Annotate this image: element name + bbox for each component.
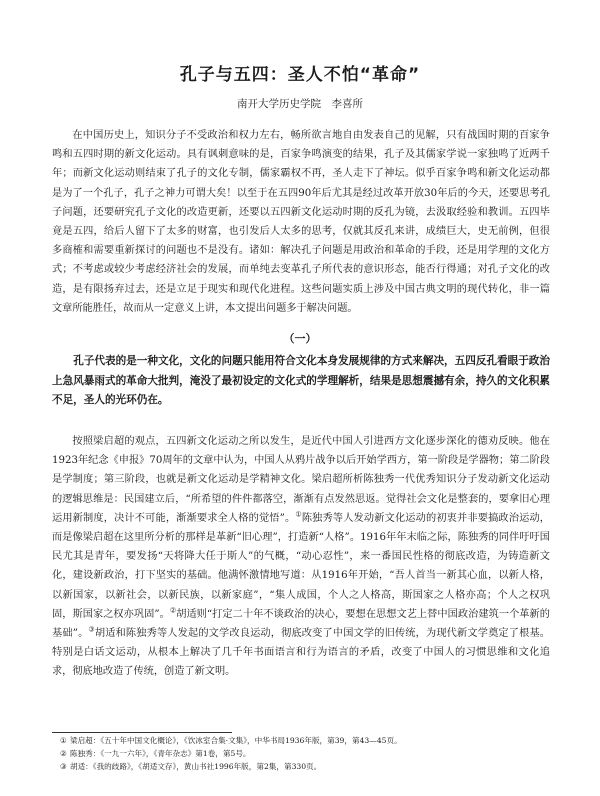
footnotes-list [60,734,550,773]
section-heading: （一） [283,332,317,345]
footnote-mark: ③ [60,762,67,771]
footnote-item [60,734,550,747]
body-text-part2: 陈独秀等人发动新文化运动的初衷并非要搞政治运动，而是像梁启超在这里所分析的那样是革新“旧心理”，打造新“人格”。1916年年末临之际，陈独秀的同伴吁吁国民尤其是青年，要发扬“天将降大任于斯人”的气概，“动心忍性”，来一番国民性格的彻底改造，为铸造新文化，建设新政治，打下坚实的基础。他满怀激情地写道：从1916年开始，“吾人首当一新其心血，以新人格，以新国家，以新社会，以新民族，以新家庭”，“集人成国，个人之人格高，斯国家之人格亦高；个人之权巩固，斯国家之权亦巩固”。 [52,512,550,620]
footnote-ref-1[interactable]: ① [295,510,302,519]
footnote-mark: ② [60,749,67,758]
body-text-part4: 胡适和陈独秀等人发起的文学改良运动，彻底改变了中国文学的旧传统，为现代新文学奠定了根基。特别是白话文运动，从根本上解决了几千年书面语言和行为语言的矛盾，改变了中国人的习惯思维和文化追求，彻底地改造了传统，创造了新文明。 [52,628,550,678]
body-text-part3: 胡适则“打定二十年不谈政治的决心，要想在思想文艺上替中国政治建筑一个革新的基础”。 [52,608,550,640]
footnote-item [60,747,550,760]
footnote-item [60,760,550,773]
body-text-part1: 按照梁启超的观点，五四新文化运动之所以发生，是近代中国人引进西方文化逐步深化的德劝反映。他在1923年纪念《申报》70周年的文章中认为，中国人从鸦片战争以后开始学西方，第一阶段是学器物；第二阶段是学制度；第三阶段，也就是新文化运动是学精神文化。梁启超所析陈独秀一代优秀知识分子发动新文化运动的逻辑思维是：民国建立后，“所希望的件件都落空，渐渐有点发然思返。觉得社会文化是整套的，要拿旧心理运用新制度，决计不可能，渐渐要求全人格的觉悟”。 [52,436,550,524]
intro-paragraph: 在中国历史上，知识分子不受政治和权力左右，畅所欲言地自由发表自己的见解，只有战国时期的百家争鸣和五四时期的新文化运动。具有讽刺意味的是，百家争鸣演变的结果，孔子及其儒家学说一家独鸣了近两千年；而新文化运动则结束了孔子的文化专制，儒家霸权不再，圣人走下了神坛。似乎百家争鸣和新文化运动都是为了一个孔子，孔子之神力可谓大矣！以至于在五四90年后尤其是经过改革开放30年后的今天，还要思考孔子问题，还要研究孔子文化的改造更新，还要以五四新文化运动时期的反孔为镜，去汲取经验和教训。五四毕竟是五四，给后人留下了太多的财富，也引发后人太多的思考，仅就其反孔来讲，成绩巨大，史无前例，但很多商榷和需要重新探讨的问题也不是没有。诸如：解决孔子问题是用政治和革命的手段，还是用学理的文化方式；不考虑或较少考虑经济社会的发展，而单纯去变革孔子所代表的意识形态，能否行得通；对孔子文化的改造，是有限扬弃过去，还是立足于现实和现代化进程。这些问题实质上涉及中国古典文明的现代转化，非一篇文章所能胜任，故而从一定意义上讲，本文提出问题多于解决问题。 [52,130,550,314]
footnote-mark: ① [60,736,67,745]
footnote-text: 梁启超：《五十年中国文化概论》，《饮冰室合集·文集》，中华书局1936年版，第39，第43—45页。 [70,736,402,745]
footnote-ref-2[interactable]: ② [169,606,177,615]
article-title: 孔子与五四：圣人不怕“革命” [179,65,421,85]
footnote-divider [52,732,232,733]
footnote-ref-3[interactable]: ③ [88,625,95,634]
footnote-text: 陈独秀：《一九一六年》，《青年杂志》第1卷，第5号。 [70,749,251,758]
footnote-text: 胡适：《我的歧路》，《胡适文存》，黄山书社1996年版，第2集，第330页。 [70,762,322,771]
body-paragraph [52,432,550,682]
section-summary: 孔子代表的是一种文化，文化的问题只能用符合文化本身发展规律的方式来解决，五四反孔看眼于政治上急风暴雨式的革命大批判，淹没了最初设定的文化式的学理解析，结果是思想震撼有余，持久的文化积累不足，圣人的光环仍在。 [52,355,550,406]
author-affiliation: 南开大学历史学院 李喜所 [237,98,363,110]
